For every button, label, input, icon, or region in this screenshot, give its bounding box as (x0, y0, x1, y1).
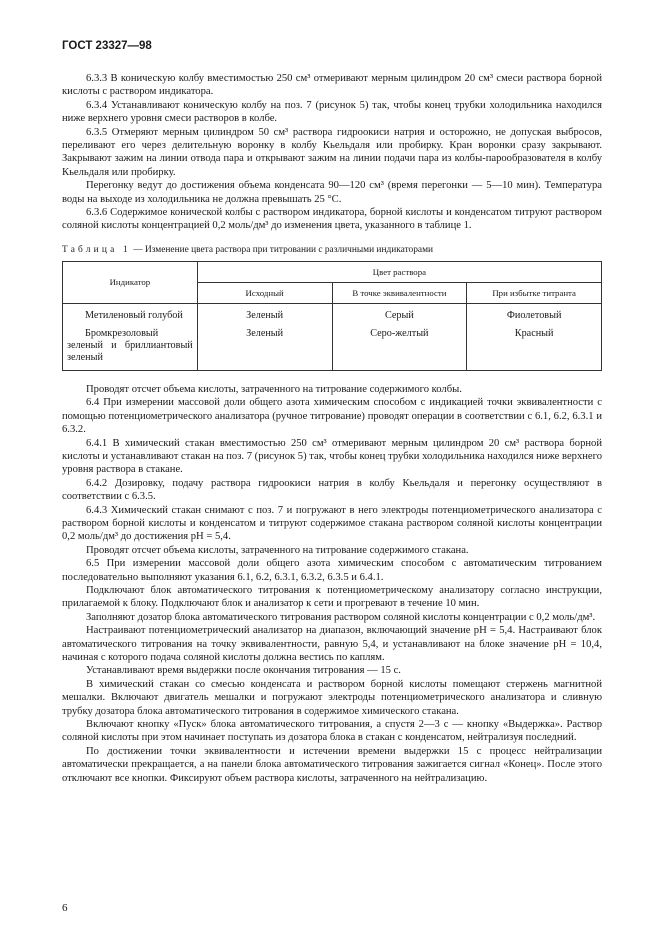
paragraph-stirrer: В химический стакан со смесью конденсата и раствором борной кислоты помещают стержень магнитной мешалки. Включают двигатель мешалки и погружают электроды потенциометрического анализатора и сливную трубку дозатора блока автоматического титрования в содержимое химического стакана. (62, 678, 602, 717)
document-page (62, 40, 602, 785)
paragraph-setup-analyzer: Настраивают потенциометрический анализатор на диапазон, включающий значение рН = 5,4. Настраивают блок автоматического титрования на точку эквивалентности, равную 5,4, и устанавливают на блоке значение рН = 10,4, начиная с которого подача соляной кислоты должна вестись по каплям. (62, 625, 602, 663)
standard-header: ГОСТ 23327—98 (62, 40, 152, 52)
paragraph-6-5: 6.5 При измерении массовой доли общего азота химическим способом с автоматическим титрованием последовательно выполняют указания 6.1, 6.2, 6.3.1, 6.3.2, 6.3.5 и 6.4.1. (62, 558, 602, 583)
cell-initial: Зеленый (197, 325, 332, 371)
paragraph-6-4: 6.4 При измерении массовой доли общего азота химическим способом с индикацией точки эквивалентности с помощью потенциометрического анализатора (ручное титрование) проводят операции в соответствии с 6.1, 6.2, 6.3.1 и 6.3.2. (62, 397, 602, 436)
paragraph-6-4-1: 6.4.1 В химический стакан вместимостью 250 см³ отмеривают мерным цилиндром 20 см³ раствора борной кислоты и устанавливают стакан на поз. 7 (рисунок 5) так, чтобы конец трубки холодильника находился ниже верхнего уровня раствора в стакане. (62, 437, 602, 476)
paragraph-6-4-2: 6.4.2 Дозировку, подачу раствора гидроокиси натрия в колбу Кьельдаля и перегонку осуществляют в соответствии с 6.3.5. (62, 477, 602, 503)
page-number: 6 (62, 902, 68, 914)
header-initial: Исходный (197, 282, 332, 303)
paragraph-start: Включают кнопку «Пуск» блока автоматического титрования, а спустя 2—3 с — кнопку «Выдержка». Раствор соляной кислоты при этом начинает поступать из дозатора блока в стакан с конденсатом, нейтрализуя последний. (62, 719, 602, 744)
cell-excess: Фиолетовый (467, 303, 602, 325)
paragraph-hold-time: Устанавливают время выдержки после окончания титрования — 15 с. (86, 665, 401, 677)
header-indicator: Индикатор (63, 261, 198, 303)
table-caption-label: Таблица 1 (62, 244, 131, 255)
paragraph-connect: Подключают блок автоматического титрования к потенциометрическому анализатору согласно инструкции, прилагаемой к блоку. Подключают блок и анализатор к сети и прогревают в течение 10 мин. (62, 584, 602, 610)
paragraph-6-3-6: 6.3.6 Содержимое конической колбы с раствором индикатора, борной кислоты и конденсатом титруют раствором соляной кислоты концентрацией 0,2 моль/дм³ до изменения цвета, указанного в таблице 1. (62, 207, 602, 232)
paragraph-count-volume: Проводят отсчет объема кислоты, затраченного на титрование содержимого колбы. (86, 383, 462, 395)
color-change-table (62, 261, 602, 371)
table-caption-text: — Изменение цвета раствора при титровании с различными индикаторами (133, 244, 434, 255)
header-excess: При избытке титранта (467, 282, 602, 303)
cell-equivalence: Серо-желтый (332, 325, 467, 371)
cell-equivalence: Серый (332, 303, 467, 325)
paragraph-6-4-3: 6.4.3 Химический стакан снимают с поз. 7 и погружают в него электроды потенциометрического анализатора с раствором борной кислоты и конденсатом и титруют содержимое стакана раствором соляной кислоты концентрации 0,2 моль/дм³ до достижения рН = 5,4. (62, 504, 602, 543)
table-row (63, 303, 602, 325)
paragraph-6-3-3: 6.3.3 В коническую колбу вместимостью 250 см³ отмеривают мерным цилиндром 20 см³ смеси раствора борной кислоты с раствором индикатора. (62, 73, 602, 98)
paragraph-count-beaker: Проводят отсчет объема кислоты, затраченного на титрование содержимого стакана. (86, 544, 469, 556)
header-solution-color: Цвет раствора (197, 261, 601, 282)
paragraph-end: По достижении точки эквивалентности и истечении времени выдержки 15 с процесс нейтрализации автоматически прекращается, а на панели блока автоматического титрования зажигается сигнал «Конец». После этого отключают все кнопки. Фиксируют объем раствора кислоты, затраченного на нейтрализацию. (62, 745, 602, 784)
header-equivalence: В точке эквивалентности (332, 282, 467, 303)
cell-indicator: Бромкрезоловый зеленый и бриллиантовый зеленый (63, 325, 198, 371)
table-caption (62, 245, 602, 255)
cell-indicator: Метиленовый голубой (63, 303, 198, 325)
cell-excess: Красный (467, 325, 602, 371)
paragraph-distillation: Перегонку ведут до достижения объема конденсата 90—120 см³ (время перегонки — 5—10 мин). Температура воды на выходе из холодильника не должна превышать 25 °С. (62, 180, 602, 205)
cell-initial: Зеленый (197, 303, 332, 325)
paragraph-fill-doser: Заполняют дозатор блока автоматического титрования раствором соляной кислоты концентрации с 0,2 моль/дм³. (86, 611, 596, 623)
table-row (63, 325, 602, 371)
paragraph-6-3-5: 6.3.5 Отмеряют мерным цилиндром 50 см³ раствора гидроокиси натрия и осторожно, не допуская выбросов, переливают его через делительную воронку в колбу Кьельдаля или пробирку. Кран воронки сразу закрывают. Закрывают зажим на линии отвода пара и открывают зажим на линии подачи пара из колбы-парообразователя в колбу Кьельдаля или пробирку. (62, 126, 602, 178)
paragraph-6-3-4: 6.3.4 Устанавливают коническую колбу на поз. 7 (рисунок 5) так, чтобы конец трубки холодильника находился ниже верхнего уровня смеси растворов в колбе. (62, 99, 602, 125)
